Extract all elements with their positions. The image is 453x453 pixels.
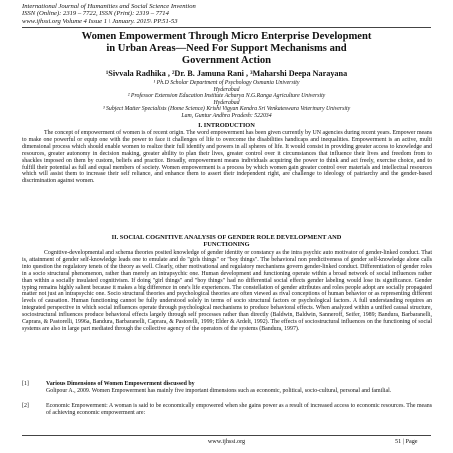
reference-text: Golipour A., 2009. Women Empowerment has mainly five important dimensions such as economic, political, socio-cultural, personal and familial. — [46, 387, 392, 394]
section-heading-line: II. SOCIAL COGNITIVE ANALYSIS OF GENDER ROLE DEVELOPMENT AND — [111, 234, 342, 241]
affiliation-line: Lam, Guntur Andhra Pradesh: 522034 — [181, 112, 272, 119]
affiliation-line: Hyderabad — [213, 99, 240, 106]
footer-rule — [22, 435, 431, 436]
journal-issn: ISSN (Online): 2319 – 7722, ISSN (Print): 2319 – 7714 — [22, 10, 169, 18]
reference-item — [22, 381, 432, 395]
paper-title — [0, 31, 453, 67]
section-heading-line: FUNCTIONING — [203, 241, 250, 249]
section-heading-social-cognitive — [0, 234, 453, 248]
social-cognitive-paragraph: Cognitive-developmental and schema theories posited knowledge of gender identity or constancy as the intra psychic auto motivator of gender-linked conduct. That is, attainment of gender self-knowledge leads one to emulate and do "girls things" or "boy things". The behavioral non predictiveness of gender self-knowledge alone calls into question the regulatory tenets of the theory as well. Clearly, other motivational and regulatory mechanisms govern gender-linked conduct. Differentiation of gender roles in a socio structural phenomenon, rather than merely an intrapsychic one. Human development and functioning operate within a broad network of social influences rather than within a socially insulated cognitivism. If doing "girl things" and "boy things" had no differential social effects gender labeling would lose its significance. Gender typing remains highly salient because it makes a big difference in one's life experiences. The constellation of gender attributes and roles people adopt are socially propagated matter not just an intrapsychic one. Socio structural theories and psychological theories are often viewed as rival conceptions of human behavior or as representing different levels of causation. Human functioning cannot be fully understood solely in terms of socio structural factors or psychological factors. A full understanding requires an integrated perspective in which social influences operate through psychological mechanisms to produce behavioral effects. When analyzed within a unified causal structure, sociostructural influences produce behavioral effects largely through self processes rather than directly (Baldwin, Baldwin, Sanneroff, Seifer, 1989; Bandura, Barbaranelli, Caprara, & Pastorelli, 1996a, Bandura, Barbaranelli, Caprara, & Pastorelli, 1999; Elder & Ardelt, 1992). The effects of sociostructural influences on the functioning of social systems are also in large part mediated through the collective agency of the operators of the systems (Bandura, 1997). — [22, 250, 432, 332]
introduction-body — [22, 130, 432, 185]
section-heading-introduction: I. INTRODUCTION — [198, 122, 255, 129]
title-line: Women Empowerment Through Micro Enterprise Development — [81, 31, 372, 42]
affiliation-line: Hyderabad — [213, 86, 240, 93]
reference-text: Economic Empowerment: A woman is said to be economically empowered when she gains power as a result of increased access to economic resources. The means of achieving economic empowerment are: — [46, 403, 432, 416]
title-line: Government Action — [181, 55, 272, 66]
reference-heading: Various Dimensions of Women Empowerment discussed by — [46, 381, 195, 387]
affiliation-line: ¹ Ph.D Scholar Department of Psychology Osmania University — [153, 80, 300, 86]
affiliation-line: ³ Subject Matter Specialists (Home Science) Krishi Vigyan Kendra Sri Venkateswara Veterinary University — [102, 106, 351, 113]
introduction-paragraph: The concept of empowerment of women is of recent origin. The word empowerment has been given currently by UN agencies during recent years. Empower means to make one powerful or equip one with the power to face it challenges of life to overcome the disabilities handicaps and inequalities. Empowerment is an active, multi dimensional process which should enable women to realize their full identify and powers in all spheres of life. It would consist in providing greater access to knowledge and resources, greater autonomy in decision making, greater ability to plan their lives, greater control over it circumstances that influence their lives and freedom from to shackles imposed on them by custom, beliefs and practice. Broadly, empowerment means individuals acquiring the power to think and act freely, exercise choice, and to fulfill their potential as full and equal members of society. Women empowerment is a process by which women gain greater control over materials and intellectual resources which will assist them to increase their self reliance, and enhance them to assert their independent right, are challenge to ideology of patriarchy and the gender-based discrimination against women. — [22, 130, 432, 185]
footer-page-number: 51 | Page — [395, 438, 418, 445]
reference-item — [22, 403, 432, 417]
journal-name: International Journal of Humanities and Social Science Invention — [22, 3, 196, 10]
footer-site: www.ijhssi.org — [207, 438, 246, 445]
header-rule — [22, 27, 431, 28]
author-list: ¹Sivvala Radhika , ²Dr. B. Jamuna Rani , ³Maharshi Deepa Narayana — [105, 69, 348, 78]
journal-header — [22, 3, 196, 25]
social-cognitive-body — [22, 250, 432, 333]
journal-volume: www.ijhssi.org Volume 4 Issue 1 \ January. 2015\ PP.51-53 — [22, 17, 178, 25]
title-line: in Urban Areas—Need For Support Mechanisms and — [106, 43, 347, 54]
affiliation-line: ² Professor Extension Education Institute Acharya N.G.Ranga Agriculture University — [127, 93, 326, 100]
reference-number: [2] — [22, 403, 29, 409]
affiliations — [0, 80, 453, 120]
reference-number: [1] — [22, 381, 29, 387]
